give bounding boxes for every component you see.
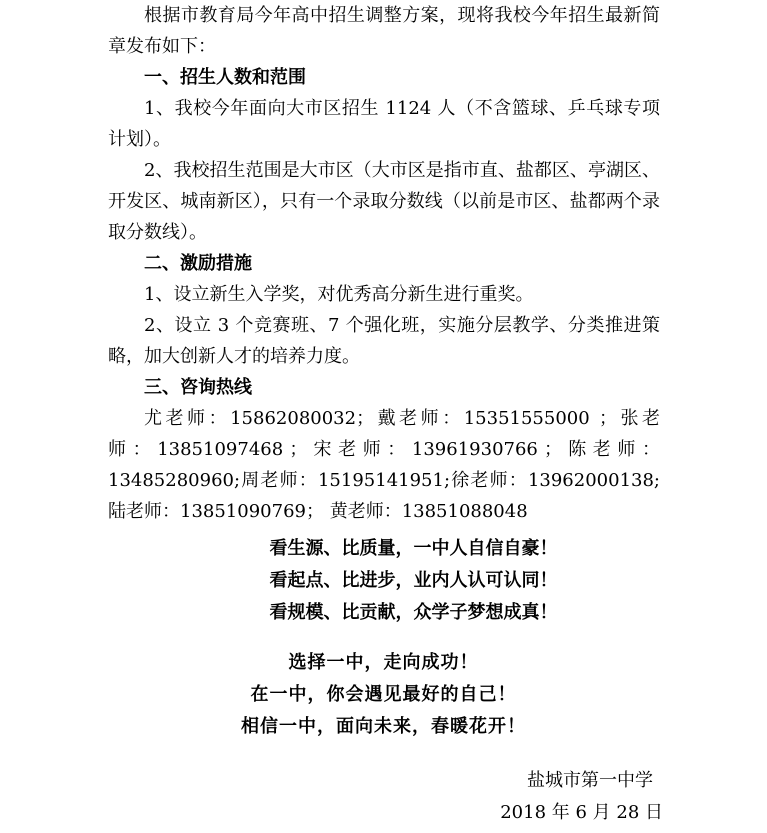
- contact-line-1: 尤老师：15862080032；戴老师：15351555000 ；张老: [144, 408, 660, 429]
- contact-line-3: 13485280960;周老师：15195141951;徐老师：13962000138;: [108, 470, 660, 491]
- incentive-item-1: 1、设立新生入学奖，对优秀高分新生进行重奖。: [144, 284, 534, 305]
- slogan-line: 看规模、比贡献，众学子梦想成真！: [269, 602, 558, 623]
- slogan-line: 看生源、比质量，一中人自信自豪！: [269, 538, 558, 559]
- contact-line-4: 陆老师：13851090769； 黄老师：13851088048: [108, 501, 528, 522]
- contact-line-2: 师 ： 13851097468 ； 宋 老 师 ： 13961930766 ； 陈 老 师 ：: [108, 439, 660, 460]
- announcement-body: [108, 0, 660, 527]
- section-heading-hotline: 三、咨询热线: [144, 377, 252, 398]
- issue-date: 2018 年 6 月 28 日: [500, 802, 663, 823]
- slogan-line: 相信一中，面向未来，春暖花开！: [241, 716, 526, 737]
- enrollment-item-1: 1、我校今年面向大市区招生 1124 人（不含篮球、乒乓球专项计划）。: [108, 98, 660, 150]
- slogan-line: 选择一中，走向成功！: [288, 652, 479, 673]
- slogan-line: 看起点、比进步，业内人认可认同！: [269, 570, 558, 591]
- signature-block: [500, 765, 663, 829]
- incentive-item-2: 2、设立 3 个竞赛班、7 个强化班，实施分层教学、分类推进策略，加大创新人才的培养力度。: [108, 315, 660, 367]
- enrollment-item-2: 2、我校招生范围是大市区（大市区是指市直、盐都区、亭湖区、开发区、城南新区），只有一个录取分数线（以前是市区、盐都两个录取分数线）。: [108, 160, 660, 243]
- slogan-group-2: [0, 647, 767, 743]
- slogan-line: 在一中，你会遇见最好的自己！: [250, 684, 517, 705]
- section-heading-enrollment: 一、招生人数和范围: [144, 67, 306, 88]
- slogan-group-1: [0, 533, 767, 629]
- section-heading-incentives: 二、激励措施: [144, 253, 252, 274]
- intro-paragraph: 根据市教育局今年高中招生调整方案，现将我校今年招生最新简章发布如下：: [108, 5, 660, 57]
- school-name: 盐城市第一中学: [527, 770, 653, 791]
